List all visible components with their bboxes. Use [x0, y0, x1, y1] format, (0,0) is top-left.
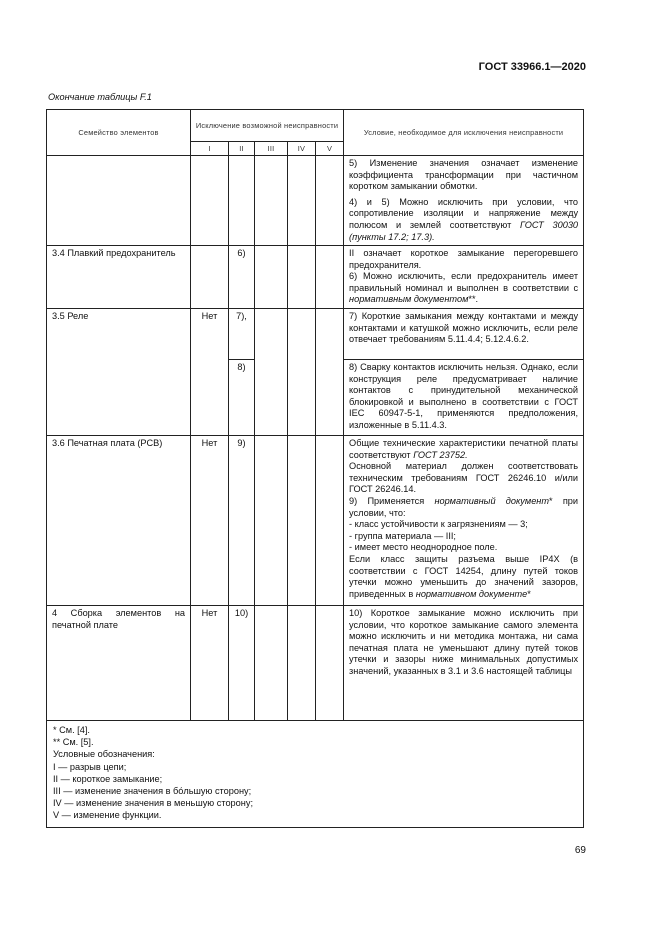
header-sub-I: I: [191, 142, 229, 156]
header-sub-IV: IV: [288, 142, 316, 156]
header-exclusion: Исключение возможной неисправности: [191, 110, 344, 142]
relay-col-II-b: 8): [229, 360, 255, 436]
legend-item: IV — изменение значения в меньшую сторону;: [53, 798, 253, 809]
fuse-condition: II означает короткое замыкание перегоревшего предохранителя. 6) Можно исключить, если предохранитель имеет правильный номинал и выполнен в соответствии с нормативным документом**.: [344, 246, 584, 309]
relay-col-I: Нет: [191, 309, 229, 436]
footnote: ** См. [5].: [53, 737, 94, 748]
header-condition: Условие, необходимое для исключения неисправности: [344, 110, 584, 156]
fuse-col-II: 6): [229, 246, 255, 309]
failure-exclusion-table: [46, 109, 584, 828]
table-row: [47, 309, 584, 360]
table-row: [47, 246, 584, 309]
header-family: Семейство элементов: [47, 110, 191, 156]
table-caption: Окончание таблицы F.1: [48, 92, 152, 102]
assembly-col-II: 10): [229, 606, 255, 721]
list-item: - группа материала — III;: [349, 530, 456, 541]
relay-col-II: 7),: [229, 309, 255, 360]
table-row: [47, 436, 584, 606]
list-item: - класс устойчивости к загрязнениям — 3;: [349, 519, 528, 530]
legend-item: V — изменение функции.: [53, 810, 162, 821]
assembly-name: 4 Сборка элементов на печатной плате: [47, 606, 191, 721]
standard-designation: ГОСТ 33966.1—2020: [478, 61, 586, 73]
pcb-condition: Общие технические характеристики печатной платы соответствуют ГОСТ 23752. Основной материал должен соответствовать техническим требованиям ГОСТ 26246.10 и/или ГОСТ 26246.14. 9) Применяется нормативный документ* при условии, что: - класс устойчивости к загрязнениям — 3; - группа материала — III; - имеет место неоднородное поле. Если класс защиты разъема выше IP4X (в соответствии с ГОСТ 14254, длину путей токов утечки можно уменьшить до значений зазоров, приведенных в нормативном документе*: [344, 436, 584, 606]
legend-title: Условные обозначения:: [53, 749, 155, 760]
legend-item: I — разрыв цепи;: [53, 761, 127, 772]
footnote: * См. [4].: [53, 725, 90, 735]
list-item: - имеет место неоднородное поле.: [349, 542, 498, 553]
header-sub-III: III: [255, 142, 288, 156]
table-notes: [47, 721, 584, 828]
page-number: 69: [574, 845, 586, 856]
fuse-name: 3.4 Плавкий предохранитель: [47, 246, 191, 309]
pcb-col-I: Нет: [191, 436, 229, 606]
table-row: [47, 156, 584, 246]
assembly-col-I: Нет: [191, 606, 229, 721]
header-sub-V: V: [316, 142, 344, 156]
header-sub-II: II: [229, 142, 255, 156]
pcb-col-II: 9): [229, 436, 255, 606]
legend-item: III — изменение значения в бо́льшую сторону;: [53, 786, 252, 797]
relay-condition-7: 7) Короткие замыкания между контактами и между контактами и катушкой можно исключить, если реле отвечает требованиям 5.11.4.4; 5.12.4.6.2.: [344, 309, 584, 360]
legend-item: II — короткое замыкание;: [53, 773, 163, 784]
assembly-condition: 10) Короткое замыкание можно исключить при условии, что короткое замыкание самого элемента можно исключить и ни методика монтажа, ни сама печатная плата не уменьшают длину путей токов утечки и зазоры ниже минимальных допустимых значений, указанных в 3.1 и 3.6 настоящей таблицы: [344, 606, 584, 721]
pcb-name: 3.6 Печатная плата (PCB): [47, 436, 191, 606]
relay-condition-8: 8) Сварку контактов исключить нельзя. Однако, если конструкция реле предусматривает наличие контактов с принудительной механической блокировкой и выполнено в соответствии с ГОСТ IEC 60947-5-1, применяются предположения, изложенные в 5.11.4.3.: [344, 360, 584, 436]
continuation-condition: 5) Изменение значения означает изменение коэффициента трансформации при частичном коротком замыкании обмотки. 4) и 5) Можно исключить при условии, что сопротивление изоляции и напряжение между полюсом и землей соответствуют ГОСТ 30030 (пункты 17.2; 17.3).: [344, 156, 584, 246]
table-row: [47, 606, 584, 721]
relay-name: 3.5 Реле: [47, 309, 191, 436]
